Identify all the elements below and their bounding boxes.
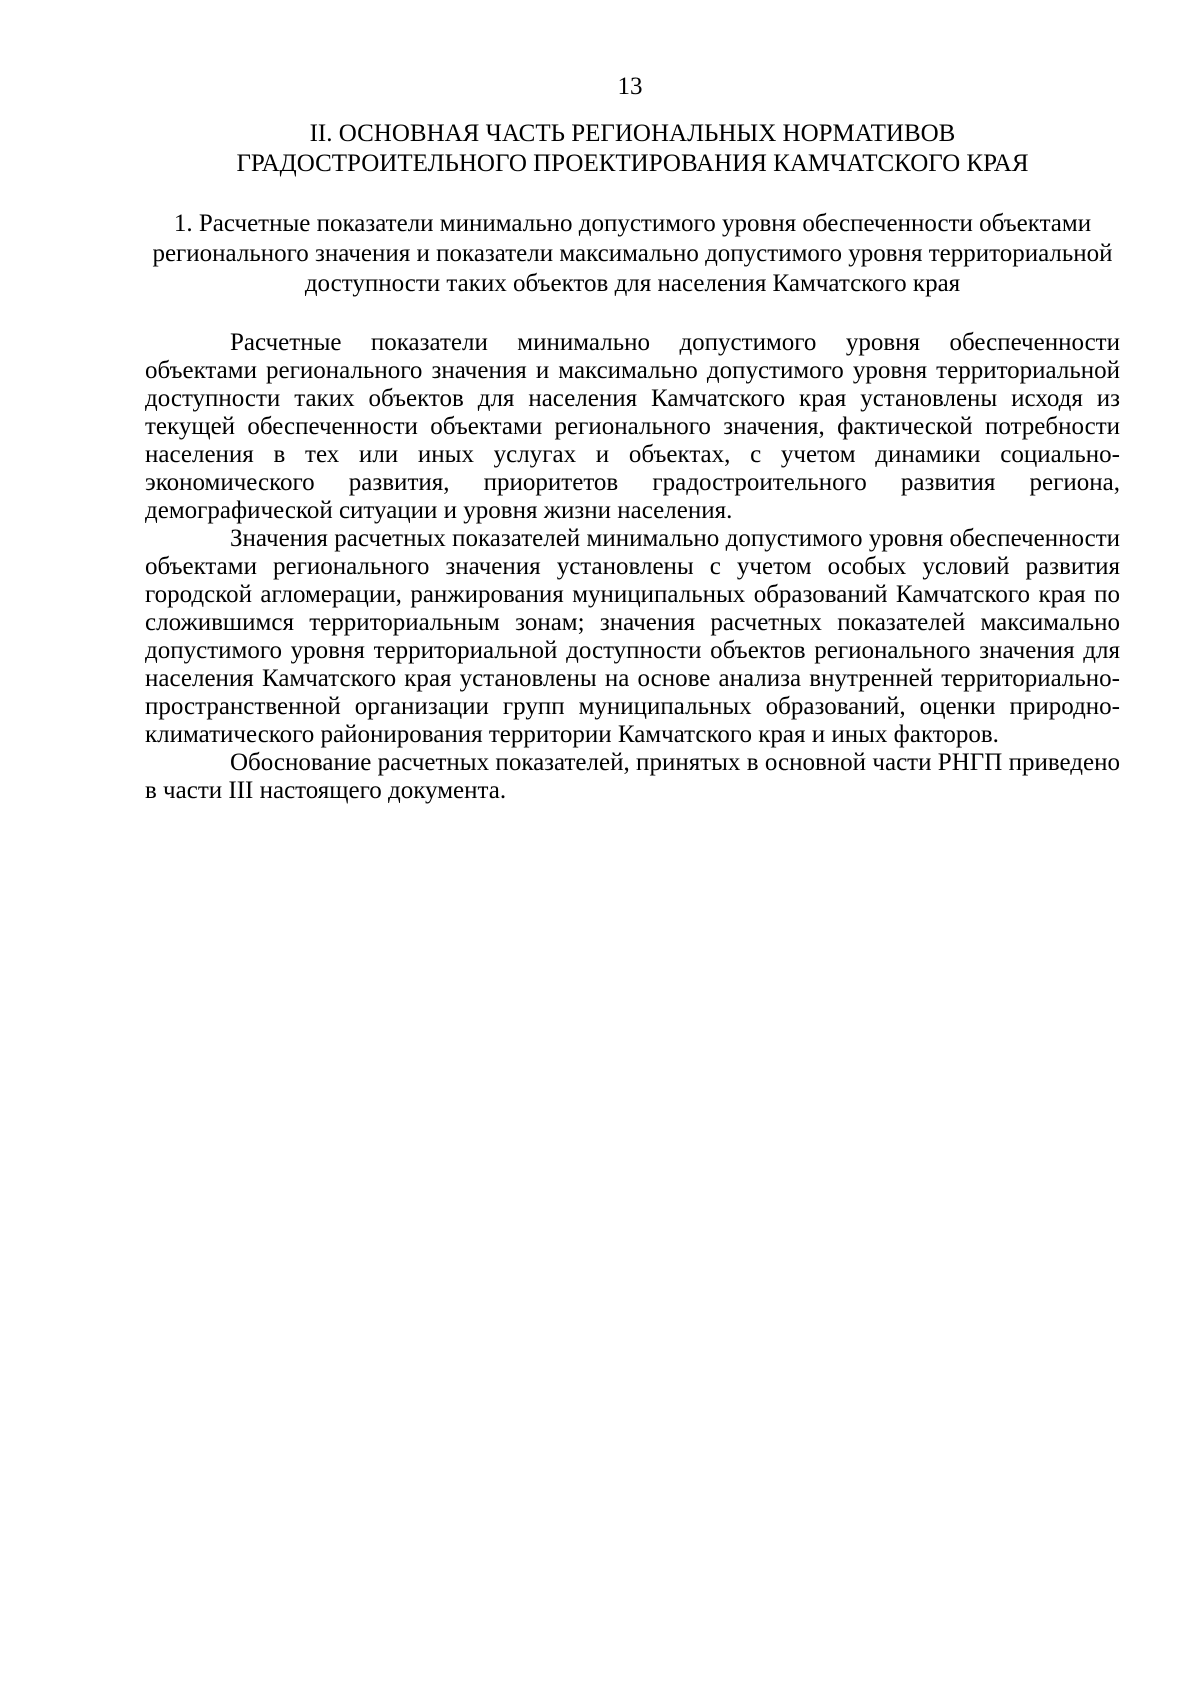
chapter-title-line-1: II. ОСНОВНАЯ ЧАСТЬ РЕГИОНАЛЬНЫХ НОРМАТИВОВ: [309, 120, 956, 147]
section-title-line-1: 1. Расчетные показатели минимально допустимого уровня обеспеченности объектами: [173, 210, 1092, 237]
section-title-line-3: доступности таких объектов для населения Камчатского края: [304, 270, 961, 297]
chapter-title: [145, 119, 1120, 179]
page-content: [145, 119, 1120, 805]
paragraph-2: Значения расчетных показателей минимально допустимого уровня обеспеченности объектами регионального значения установлены с учетом особых условий развития городской агломерации, ранжирования муниципальных образований Камчатского края по сложившимся территориальным зонам; значения расчетных показателей максимально допустимого уровня территориальной доступности объектов регионального значения для населения Камчатского края установлены на основе анализа внутренней территориально-пространственной организации групп муниципальных образований, оценки природно-климатического районирования территории Камчатского края и иных факторов.: [145, 525, 1120, 748]
paragraph-1: Расчетные показатели минимально допустимого уровня обеспеченности объектами регионального значения и максимально допустимого уровня территориальной доступности таких объектов для населения Камчатского края установлены исходя из текущей обеспеченности объектами регионального значения, фактической потребности населения в тех или иных услугах и объектах, с учетом динамики социально-экономического развития, приоритетов градостроительного развития региона, демографической ситуации и уровня жизни населения.: [145, 329, 1120, 524]
section-title-line-2: регионального значения и показатели максимально допустимого уровня территориальной: [152, 240, 1113, 267]
section-title: [145, 209, 1120, 299]
body-text: [145, 329, 1120, 805]
paragraph-3: Обоснование расчетных показателей, принятых в основной части РНГП приведено в части III настоящего документа.: [145, 749, 1120, 804]
chapter-title-line-2: ГРАДОСТРОИТЕЛЬНОГО ПРОЕКТИРОВАНИЯ КАМЧАТСКОГО КРАЯ: [236, 150, 1029, 177]
page-number: 13: [617, 73, 643, 100]
